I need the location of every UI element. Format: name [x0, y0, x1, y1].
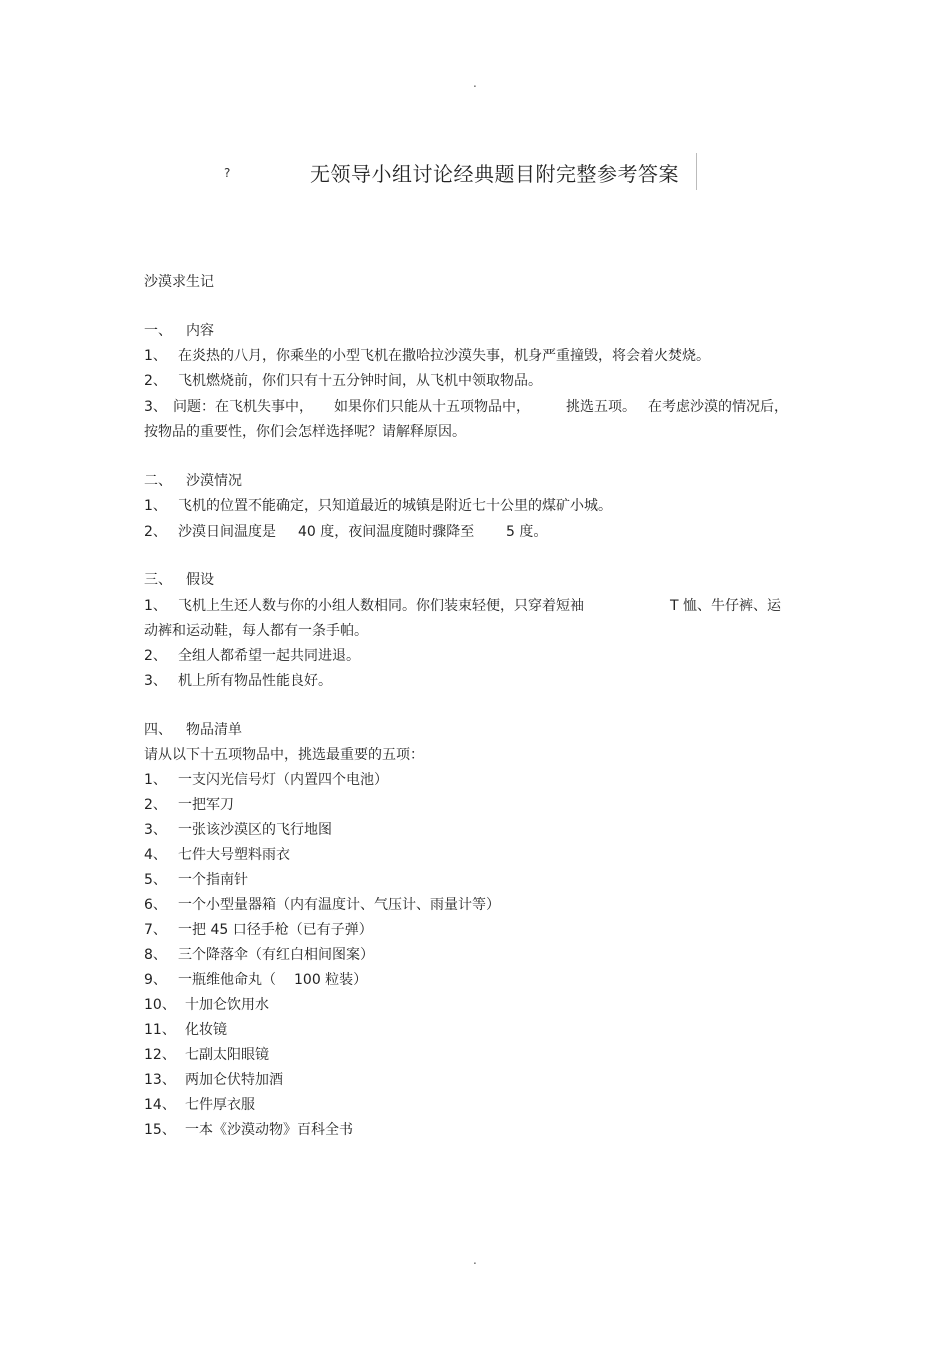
section-heading — [144, 321, 214, 341]
list-text: 一个指南针 — [178, 872, 248, 888]
list-number: 7、 — [144, 922, 167, 938]
list-text: 全组人都希望一起共同进退。 — [178, 648, 360, 664]
list-item — [144, 895, 500, 915]
list-item — [144, 920, 373, 940]
list-item — [144, 820, 332, 840]
section-number: 三、 — [144, 572, 172, 588]
list-text-segment: 5 度。 — [506, 524, 548, 540]
list-number: 9、 — [144, 972, 167, 988]
section-title: 沙漠情况 — [186, 473, 242, 489]
list-number: 14、 — [144, 1097, 176, 1113]
list-text-segment: 100 粒装） — [294, 972, 368, 988]
list-number: 2、 — [144, 373, 167, 389]
document-subtitle: 沙漠求生记 — [144, 274, 214, 290]
list-number: 5、 — [144, 872, 167, 888]
title-divider — [696, 153, 697, 190]
section-heading — [144, 570, 214, 590]
list-number: 15、 — [144, 1122, 176, 1138]
list-item — [144, 596, 584, 616]
list-number: 4、 — [144, 847, 167, 863]
list-number: 1、 — [144, 772, 167, 788]
list-item — [144, 970, 276, 990]
header-dot: . — [473, 76, 477, 90]
list-item — [144, 397, 313, 417]
section-number: 二、 — [144, 473, 172, 489]
section-title: 假设 — [186, 572, 214, 588]
list-number: 3、 — [144, 673, 167, 689]
list-text: 一张该沙漠区的飞行地图 — [178, 822, 332, 838]
list-number: 2、 — [144, 648, 167, 664]
list-number: 1、 — [144, 348, 167, 364]
list-item — [144, 945, 374, 965]
list-text: 机上所有物品性能良好。 — [178, 673, 332, 689]
list-item — [144, 1095, 255, 1115]
list-text: 一个小型量器箱（内有温度计、气压计、雨量计等） — [178, 897, 500, 913]
list-item — [144, 1045, 269, 1065]
list-text: 七件厚衣服 — [185, 1097, 255, 1113]
list-text: 三个降落伞（有红白相间图案） — [178, 947, 374, 963]
list-item — [144, 371, 542, 391]
list-text-continuation: 动裤和运动鞋，每人都有一条手帕。 — [144, 623, 368, 639]
list-item — [144, 1070, 283, 1090]
list-text: 化妆镜 — [185, 1022, 227, 1038]
footer-dot: . — [473, 1253, 477, 1267]
list-number: 12、 — [144, 1047, 176, 1063]
list-number: 13、 — [144, 1072, 176, 1088]
list-item — [144, 845, 290, 865]
list-item — [144, 995, 269, 1015]
list-text-segment: T 恤、牛仔裤、运 — [670, 598, 782, 614]
list-item — [144, 770, 388, 790]
list-text-segment: 在考虑沙漠的情况后， — [648, 399, 788, 415]
section-number: 四、 — [144, 722, 172, 738]
list-text-segment: 如果你们只能从十五项物品中， — [334, 399, 530, 415]
section-intro: 请从以下十五项物品中，挑选最重要的五项： — [144, 747, 424, 763]
section-heading — [144, 720, 242, 740]
list-text: 飞机的位置不能确定，只知道最近的城镇是附近七十公里的煤矿小城。 — [178, 498, 612, 514]
list-text: 飞机上生还人数与你的小组人数相同。你们装束轻便，只穿着短袖 — [178, 598, 584, 614]
list-text: 飞机燃烧前，你们只有十五分钟时间，从飞机中领取物品。 — [178, 373, 542, 389]
list-number: 2、 — [144, 524, 167, 540]
list-text: 在炎热的八月，你乘坐的小型飞机在撒哈拉沙漠失事，机身严重撞毁，将会着火焚烧。 — [178, 348, 710, 364]
title-mark: ? — [224, 166, 231, 180]
list-item — [144, 346, 710, 366]
list-item — [144, 522, 276, 542]
list-text: 沙漠日间温度是 — [178, 524, 276, 540]
list-text: 一把军刀 — [178, 797, 234, 813]
list-number: 6、 — [144, 897, 167, 913]
list-text-segment: 挑选五项。 — [566, 399, 636, 415]
list-text: 七副太阳眼镜 — [185, 1047, 269, 1063]
list-item — [144, 671, 332, 691]
list-text-segment: 40 度，夜间温度随时骤降至 — [298, 524, 475, 540]
list-item — [144, 1120, 353, 1140]
list-text: 一瓶维他命丸（ — [178, 972, 276, 988]
page-title: 无领导小组讨论经典题目附完整参考答案 — [310, 162, 679, 186]
list-text: 七件大号塑料雨衣 — [178, 847, 290, 863]
list-number: 2、 — [144, 797, 167, 813]
list-text: 一本《沙漠动物》百科全书 — [185, 1122, 353, 1138]
list-item — [144, 870, 248, 890]
list-number: 1、 — [144, 598, 167, 614]
list-item — [144, 496, 612, 516]
list-number: 3、 — [144, 399, 167, 415]
list-item — [144, 646, 360, 666]
list-text: 问题：在飞机失事中， — [173, 399, 313, 415]
list-text-continuation: 按物品的重要性，你们会怎样选择呢？请解释原因。 — [144, 424, 466, 440]
list-number: 1、 — [144, 498, 167, 514]
section-heading — [144, 471, 242, 491]
list-number: 3、 — [144, 822, 167, 838]
list-text: 十加仑饮用水 — [185, 997, 269, 1013]
list-text: 一支闪光信号灯（内置四个电池） — [178, 772, 388, 788]
section-number: 一、 — [144, 323, 172, 339]
list-number: 8、 — [144, 947, 167, 963]
list-item — [144, 1020, 227, 1040]
section-title: 物品清单 — [186, 722, 242, 738]
list-text: 一把 45 口径手枪（已有子弹） — [178, 922, 373, 938]
list-text: 两加仑伏特加酒 — [185, 1072, 283, 1088]
list-item — [144, 795, 234, 815]
list-number: 10、 — [144, 997, 176, 1013]
section-title: 内容 — [186, 323, 214, 339]
list-number: 11、 — [144, 1022, 176, 1038]
